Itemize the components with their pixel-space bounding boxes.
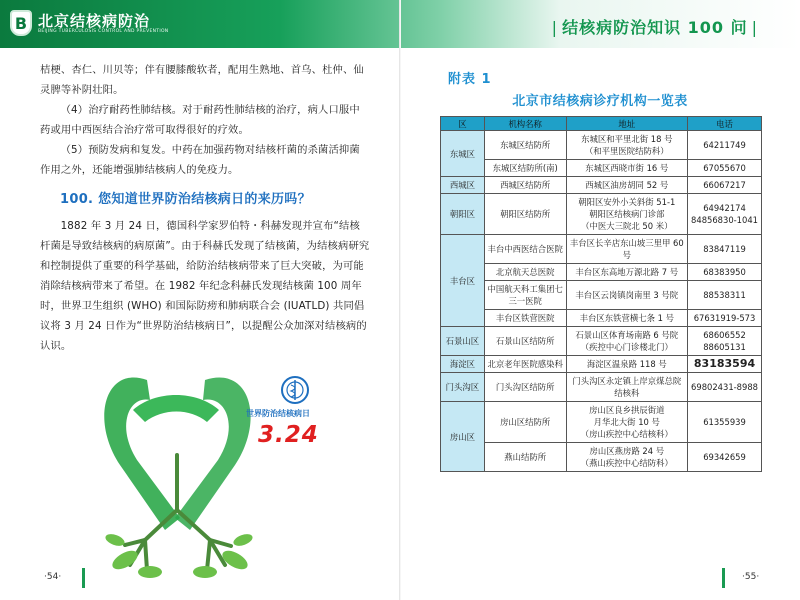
left-text xyxy=(40,60,370,356)
phone-cell: 69342659 xyxy=(688,443,762,472)
district-cell: 门头沟区 xyxy=(441,373,485,402)
phone-cell: 88538311 xyxy=(688,281,762,310)
name-cell: 门头沟区结防所 xyxy=(484,373,566,402)
address-cell: 房山区燕房路 24 号 （燕山疾控中心结防科） xyxy=(566,443,688,472)
name-cell: 燕山结防所 xyxy=(484,443,566,472)
phone-cell: 68383950 xyxy=(688,264,762,281)
page-edge-mark xyxy=(722,568,725,588)
address-cell: 丰台区长辛店东山坡三里甲 60 号 xyxy=(566,235,688,264)
address-cell: 西城区油房胡同 52 号 xyxy=(566,177,688,194)
who-day-date: 3.24 xyxy=(258,422,319,448)
phone-cell: 61355939 xyxy=(688,402,762,443)
address-cell: 丰台区东铁营横七条 1 号 xyxy=(566,310,688,327)
book-title-text: 结核病防治知识 100 问 xyxy=(562,18,748,37)
table-row xyxy=(441,373,762,402)
district-cell: 房山区 xyxy=(441,402,485,472)
name-cell: 东城区结防所(南) xyxy=(484,160,566,177)
name-cell: 石景山区结防所 xyxy=(484,327,566,356)
district-cell: 西城区 xyxy=(441,177,485,194)
table-row xyxy=(441,131,762,160)
address-cell: 东城区和平里北街 18 号 （和平里医院结防科） xyxy=(566,131,688,160)
book-title: | 结核病防治知识 100 问 | xyxy=(551,18,758,37)
column-header: 区 xyxy=(441,117,485,131)
phone-cell: 64942174 84856830-1041 xyxy=(688,194,762,235)
table-row xyxy=(441,264,762,281)
name-cell: 丰台区铁营医院 xyxy=(484,310,566,327)
table-row xyxy=(441,402,762,443)
page-edge-mark xyxy=(82,568,85,588)
address-cell: 丰台区云岗镇岗南里 3 号院 xyxy=(566,281,688,310)
district-cell: 海淀区 xyxy=(441,356,485,373)
phone-cell: 69802431-8988 xyxy=(688,373,762,402)
clinic-table xyxy=(440,116,762,472)
who-day-label: 世界防治结核病日 xyxy=(246,409,310,418)
district-cell: 朝阳区 xyxy=(441,194,485,235)
address-cell: 石景山区体育场南路 6 号院 （疾控中心门诊楼北门） xyxy=(566,327,688,356)
phone-cell: 67055670 xyxy=(688,160,762,177)
name-cell: 房山区结防所 xyxy=(484,402,566,443)
appendix-label: 附表 1 xyxy=(448,72,492,87)
column-header: 地址 xyxy=(566,117,688,131)
table-row xyxy=(441,281,762,310)
phone-cell: 64211749 xyxy=(688,131,762,160)
name-cell: 北京航天总医院 xyxy=(484,264,566,281)
district-cell: 丰台区 xyxy=(441,235,485,327)
table-row xyxy=(441,310,762,327)
table-row xyxy=(441,235,762,264)
paragraph: （4）治疗耐药性肺结核。对于耐药性肺结核的治疗，病人口服中药或用中西医结合治疗常可取得很好的疗效。 xyxy=(40,104,360,136)
logo-subtitle: BEIJING TUBERCULOSIS CONTROL AND PREVENTION xyxy=(38,28,169,34)
address-cell: 门头沟区永定镇上岸京煤总院结核科 xyxy=(566,373,688,402)
address-cell: 房山区良乡拱辰街道 月华北大街 10 号 （房山疾控中心结核科） xyxy=(566,402,688,443)
address-cell: 东城区西晓市街 16 号 xyxy=(566,160,688,177)
address-cell: 朝阳区安外小关斜街 51-1 朝阳区结核病门诊部 （中医大三院北 50 米） xyxy=(566,194,688,235)
column-header: 机构名称 xyxy=(484,117,566,131)
name-cell: 丰台中西医结合医院 xyxy=(484,235,566,264)
paragraph: （5）预防发病和复发。中药在加强药物对结核杆菌的杀菌活抑菌作用之外，还能增强肺结核病人的免疫力。 xyxy=(40,144,360,176)
name-cell: 朝阳区结防所 xyxy=(484,194,566,235)
page-number-right: ·55· xyxy=(742,572,760,582)
phone-cell: 67631919-573 xyxy=(688,310,762,327)
logo-badge: B xyxy=(10,10,32,36)
table-row xyxy=(441,327,762,356)
table-row xyxy=(441,356,762,373)
district-cell: 石景山区 xyxy=(441,327,485,356)
logo xyxy=(10,10,168,36)
table-title: 北京市结核病诊疗机构一览表 xyxy=(512,94,688,109)
table-row xyxy=(441,443,762,472)
page-number-left: ·54· xyxy=(44,572,62,582)
paragraph: 桔梗、杏仁、川贝等；伴有腰膝酸软者，配用生熟地、首乌、杜仲、仙灵脾等补阴壮阳。 xyxy=(40,64,364,96)
who-emblem-icon xyxy=(282,377,308,403)
paragraph: 1882 年 3 月 24 日，德国科学家罗伯特・科赫发现并宣布“结核杆菌是导致结核病的病原菌”。由于科赫氏发现了结核菌，为结核病研究和控制提供了重要的科学基础，给防治结核病带来了巨大突破，为可能消除结核病带来了希望。在 1982 年纪念科赫氏发现结核菌 100 周年时，世界卫生组织 (WHO) 和国际防痨和肺病联合会 (IUATLD) 共同倡议将 3 月 24 日作为“世界防治结核病日”，以提醒公众加深对结核病的认识。 xyxy=(40,220,370,352)
name-cell: 中国航天科工集团七三一医院 xyxy=(484,281,566,310)
table-row xyxy=(441,177,762,194)
phone-cell: 83847119 xyxy=(688,235,762,264)
phone-cell: 83183594 xyxy=(688,356,762,373)
phone-cell: 66067217 xyxy=(688,177,762,194)
address-cell: 海淀区温泉路 118 号 xyxy=(566,356,688,373)
district-cell: 东城区 xyxy=(441,131,485,177)
name-cell: 东城区结防所 xyxy=(484,131,566,160)
logo-title: 北京结核病防治 xyxy=(38,11,151,30)
phone-cell: 68606552 88605131 xyxy=(688,327,762,356)
table-header-row xyxy=(441,117,762,131)
table-row xyxy=(441,194,762,235)
question-title: 100. 您知道世界防治结核病日的来历吗？ xyxy=(60,192,311,207)
table-row xyxy=(441,160,762,177)
name-cell: 北京老年医院感染科 xyxy=(484,356,566,373)
green-ribbon-lungs-illustration xyxy=(85,360,385,580)
column-header: 电话 xyxy=(688,117,762,131)
name-cell: 西城区结防所 xyxy=(484,177,566,194)
address-cell: 丰台区东高地万源北路 7 号 xyxy=(566,264,688,281)
